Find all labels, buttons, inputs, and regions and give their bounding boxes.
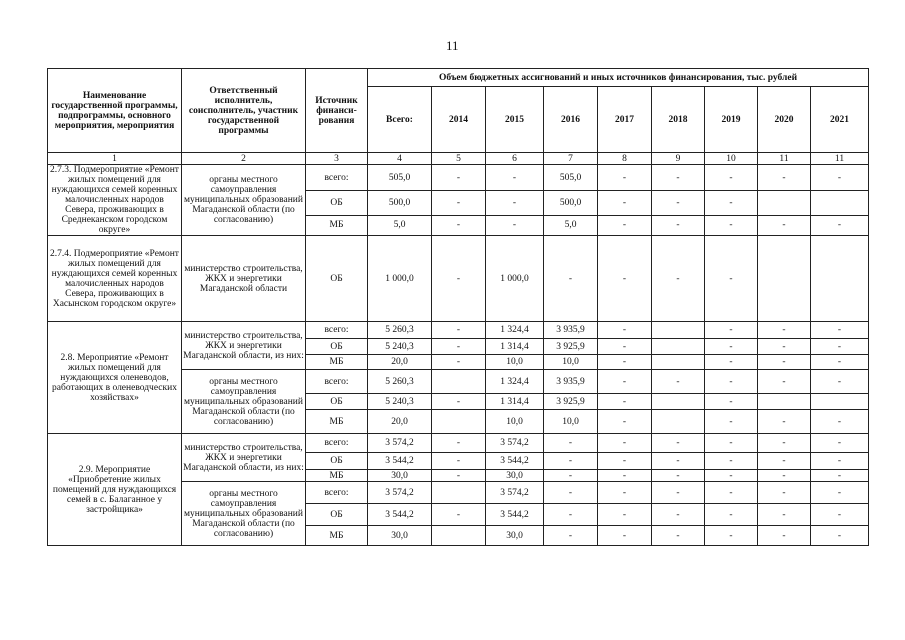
year-cell-2019: - <box>705 394 758 410</box>
year-cell-2014 <box>432 482 486 504</box>
column-number: 1 <box>48 153 182 165</box>
year-cell-2020 <box>758 236 811 322</box>
year-cell-2021: - <box>811 526 869 546</box>
measure-name: 2.7.3. Подмероприятие «Ремонт жилых помещений для нуждающихся семей коренных малочисленных народов Севера, проживающих в Среднеканском городском округе» <box>48 165 182 236</box>
total-cell: 3 574,2 <box>368 434 432 453</box>
year-cell-2015: 10,0 <box>486 410 544 434</box>
responsible-party: органы местного самоуправления муниципальных образований Магаданской области (по согласованию) <box>182 165 306 236</box>
year-cell-2019: - <box>705 504 758 526</box>
year-cell-2021: - <box>811 410 869 434</box>
year-cell-2020 <box>758 191 811 215</box>
funding-source: всего: <box>306 322 368 339</box>
year-cell-2017: - <box>598 526 652 546</box>
year-cell-2021 <box>811 236 869 322</box>
column-number-row <box>48 153 869 165</box>
column-number: 11 <box>758 153 811 165</box>
year-cell-2020: - <box>758 453 811 470</box>
budget-table <box>47 68 869 546</box>
total-cell: 5,0 <box>368 215 432 235</box>
year-cell-2021: - <box>811 504 869 526</box>
year-cell-2020: - <box>758 482 811 504</box>
column-number: 6 <box>486 153 544 165</box>
year-cell-2014: - <box>432 322 486 339</box>
table-row <box>48 434 869 453</box>
year-cell-2018 <box>652 322 705 339</box>
year-cell-2014 <box>432 526 486 546</box>
year-cell-2017: - <box>598 370 652 394</box>
year-cell-2019: - <box>705 453 758 470</box>
header-total: Всего: <box>368 87 432 153</box>
funding-source: ОБ <box>306 236 368 322</box>
year-cell-2021: - <box>811 165 869 191</box>
responsible-party: министерство строительства, ЖКХ и энергетики Магаданской области <box>182 236 306 322</box>
year-cell-2021: - <box>811 322 869 339</box>
year-cell-2015: 1 314,4 <box>486 339 544 355</box>
year-cell-2018: - <box>652 453 705 470</box>
year-cell-2020: - <box>758 339 811 355</box>
year-cell-2021: - <box>811 453 869 470</box>
year-cell-2017: - <box>598 339 652 355</box>
year-cell-2018 <box>652 355 705 370</box>
year-cell-2018 <box>652 410 705 434</box>
year-cell-2015: - <box>486 215 544 235</box>
year-cell-2014 <box>432 410 486 434</box>
year-cell-2017: - <box>598 355 652 370</box>
funding-source: всего: <box>306 482 368 504</box>
funding-source: всего: <box>306 165 368 191</box>
year-cell-2019: - <box>705 339 758 355</box>
total-cell: 3 574,2 <box>368 482 432 504</box>
year-cell-2020: - <box>758 370 811 394</box>
header-source: Источник финанси-рования <box>306 69 368 153</box>
year-cell-2019: - <box>705 526 758 546</box>
funding-source: ОБ <box>306 394 368 410</box>
year-cell-2018: - <box>652 434 705 453</box>
total-cell: 5 240,3 <box>368 339 432 355</box>
total-cell: 20,0 <box>368 355 432 370</box>
year-cell-2018: - <box>652 482 705 504</box>
year-cell-2014: - <box>432 215 486 235</box>
header-year: 2016 <box>544 87 598 153</box>
year-cell-2019: - <box>705 410 758 434</box>
year-cell-2016: - <box>544 453 598 470</box>
year-cell-2021: - <box>811 339 869 355</box>
year-cell-2020: - <box>758 470 811 482</box>
year-cell-2016: 505,0 <box>544 165 598 191</box>
funding-source: всего: <box>306 434 368 453</box>
year-cell-2014: - <box>432 191 486 215</box>
year-cell-2015: - <box>486 165 544 191</box>
year-cell-2015: 1 314,4 <box>486 394 544 410</box>
year-cell-2019: - <box>705 482 758 504</box>
year-cell-2014: - <box>432 236 486 322</box>
year-cell-2020: - <box>758 410 811 434</box>
responsible-party: министерство строительства, ЖКХ и энергетики Магаданской области, из них: <box>182 322 306 370</box>
year-cell-2018: - <box>652 470 705 482</box>
year-cell-2020: - <box>758 504 811 526</box>
table-row <box>48 236 869 322</box>
year-cell-2019: - <box>705 470 758 482</box>
year-cell-2020: - <box>758 355 811 370</box>
year-cell-2020 <box>758 394 811 410</box>
total-cell: 3 544,2 <box>368 453 432 470</box>
funding-source: ОБ <box>306 339 368 355</box>
measure-name: 2.8. Мероприятие «Ремонт жилых помещений для нуждающихся оленеводов, работающих в оленеводческих хозяйствах» <box>48 322 182 434</box>
year-cell-2016: - <box>544 470 598 482</box>
year-cell-2021: - <box>811 434 869 453</box>
year-cell-2021 <box>811 191 869 215</box>
year-cell-2015: 1 324,4 <box>486 322 544 339</box>
year-cell-2020: - <box>758 215 811 235</box>
year-cell-2018 <box>652 339 705 355</box>
header-year: 2019 <box>705 87 758 153</box>
year-cell-2021: - <box>811 355 869 370</box>
year-cell-2014: - <box>432 165 486 191</box>
funding-source: МБ <box>306 215 368 235</box>
year-cell-2020: - <box>758 434 811 453</box>
total-cell: 20,0 <box>368 410 432 434</box>
year-cell-2018: - <box>652 504 705 526</box>
year-cell-2016: 10,0 <box>544 355 598 370</box>
responsible-party: органы местного самоуправления муниципальных образований Магаданской области (по согласованию) <box>182 370 306 434</box>
year-cell-2014: - <box>432 339 486 355</box>
year-cell-2020: - <box>758 322 811 339</box>
funding-source: МБ <box>306 470 368 482</box>
year-cell-2016: 3 925,9 <box>544 339 598 355</box>
column-number: 9 <box>652 153 705 165</box>
year-cell-2017: - <box>598 470 652 482</box>
header-year: 2020 <box>758 87 811 153</box>
year-cell-2015: 1 324,4 <box>486 370 544 394</box>
column-number: 10 <box>705 153 758 165</box>
header-year: 2021 <box>811 87 869 153</box>
year-cell-2019: - <box>705 191 758 215</box>
header-year: 2017 <box>598 87 652 153</box>
funding-source: всего: <box>306 370 368 394</box>
year-cell-2017: - <box>598 236 652 322</box>
year-cell-2018 <box>652 394 705 410</box>
year-cell-2014: - <box>432 355 486 370</box>
funding-source: ОБ <box>306 453 368 470</box>
year-cell-2017: - <box>598 191 652 215</box>
year-cell-2017: - <box>598 165 652 191</box>
year-cell-2018: - <box>652 215 705 235</box>
year-cell-2015: 3 544,2 <box>486 504 544 526</box>
column-number: 8 <box>598 153 652 165</box>
year-cell-2021 <box>811 394 869 410</box>
year-cell-2014: - <box>432 394 486 410</box>
column-number: 4 <box>368 153 432 165</box>
measure-name: 2.7.4. Подмероприятие «Ремонт жилых помещений для нуждающихся семей коренных малочисленных народов Севера, проживающих в Хасынском городском округе» <box>48 236 182 322</box>
year-cell-2017: - <box>598 322 652 339</box>
column-number: 11 <box>811 153 869 165</box>
year-cell-2016: 500,0 <box>544 191 598 215</box>
year-cell-2019: - <box>705 236 758 322</box>
year-cell-2019: - <box>705 215 758 235</box>
year-cell-2015: 3 544,2 <box>486 453 544 470</box>
year-cell-2021: - <box>811 482 869 504</box>
year-cell-2017: - <box>598 482 652 504</box>
header-year: 2014 <box>432 87 486 153</box>
year-cell-2016: - <box>544 434 598 453</box>
year-cell-2017: - <box>598 504 652 526</box>
funding-source: ОБ <box>306 191 368 215</box>
funding-source: МБ <box>306 410 368 434</box>
year-cell-2016: - <box>544 504 598 526</box>
header-budget: Объем бюджетных ассигнований и иных источников финансирования, тыс. рублей <box>368 69 869 87</box>
header-name: Наименование государственной программы, подпрограммы, основного мероприятия, мероприятия <box>48 69 182 153</box>
year-cell-2015: 30,0 <box>486 526 544 546</box>
year-cell-2019: - <box>705 370 758 394</box>
year-cell-2018: - <box>652 526 705 546</box>
year-cell-2016: 3 935,9 <box>544 322 598 339</box>
year-cell-2021: - <box>811 215 869 235</box>
year-cell-2015: 1 000,0 <box>486 236 544 322</box>
responsible-party: министерство строительства, ЖКХ и энергетики Магаданской области, из них: <box>182 434 306 482</box>
funding-source: МБ <box>306 355 368 370</box>
table-row <box>48 322 869 339</box>
column-number: 3 <box>306 153 368 165</box>
year-cell-2017: - <box>598 453 652 470</box>
year-cell-2021: - <box>811 370 869 394</box>
year-cell-2018: - <box>652 236 705 322</box>
year-cell-2014 <box>432 370 486 394</box>
year-cell-2017: - <box>598 394 652 410</box>
total-cell: 500,0 <box>368 191 432 215</box>
total-cell: 30,0 <box>368 470 432 482</box>
column-number: 2 <box>182 153 306 165</box>
column-number: 7 <box>544 153 598 165</box>
header-responsible: Ответственный исполнитель, соисполнитель, участник государственной программы <box>182 69 306 153</box>
year-cell-2015: 10,0 <box>486 355 544 370</box>
year-cell-2016: 5,0 <box>544 215 598 235</box>
year-cell-2015: 3 574,2 <box>486 434 544 453</box>
year-cell-2016: - <box>544 482 598 504</box>
year-cell-2021: - <box>811 470 869 482</box>
year-cell-2016: - <box>544 526 598 546</box>
year-cell-2016: 10,0 <box>544 410 598 434</box>
total-cell: 30,0 <box>368 526 432 546</box>
year-cell-2017: - <box>598 410 652 434</box>
year-cell-2018: - <box>652 191 705 215</box>
year-cell-2014: - <box>432 504 486 526</box>
header-year: 2015 <box>486 87 544 153</box>
column-number: 5 <box>432 153 486 165</box>
page-number: 11 <box>446 38 459 53</box>
year-cell-2014: - <box>432 470 486 482</box>
total-cell: 5 260,3 <box>368 322 432 339</box>
year-cell-2014: - <box>432 434 486 453</box>
year-cell-2015: - <box>486 191 544 215</box>
total-cell: 1 000,0 <box>368 236 432 322</box>
year-cell-2018: - <box>652 165 705 191</box>
total-cell: 5 240,3 <box>368 394 432 410</box>
year-cell-2014: - <box>432 453 486 470</box>
total-cell: 3 544,2 <box>368 504 432 526</box>
total-cell: 505,0 <box>368 165 432 191</box>
total-cell: 5 260,3 <box>368 370 432 394</box>
year-cell-2016: 3 925,9 <box>544 394 598 410</box>
year-cell-2019: - <box>705 434 758 453</box>
responsible-party: органы местного самоуправления муниципальных образований Магаданской области (по согласованию) <box>182 482 306 546</box>
year-cell-2016: 3 935,9 <box>544 370 598 394</box>
header-year: 2018 <box>652 87 705 153</box>
year-cell-2019: - <box>705 165 758 191</box>
year-cell-2020: - <box>758 526 811 546</box>
year-cell-2019: - <box>705 355 758 370</box>
funding-source: МБ <box>306 526 368 546</box>
year-cell-2017: - <box>598 215 652 235</box>
table-row <box>48 165 869 191</box>
year-cell-2016: - <box>544 236 598 322</box>
year-cell-2015: 30,0 <box>486 470 544 482</box>
measure-name: 2.9. Мероприятие «Приобретение жилых помещений для нуждающихся семей в с. Балаганное у застройщика» <box>48 434 182 546</box>
year-cell-2015: 3 574,2 <box>486 482 544 504</box>
year-cell-2017: - <box>598 434 652 453</box>
year-cell-2018: - <box>652 370 705 394</box>
year-cell-2019: - <box>705 322 758 339</box>
year-cell-2020: - <box>758 165 811 191</box>
funding-source: ОБ <box>306 504 368 526</box>
